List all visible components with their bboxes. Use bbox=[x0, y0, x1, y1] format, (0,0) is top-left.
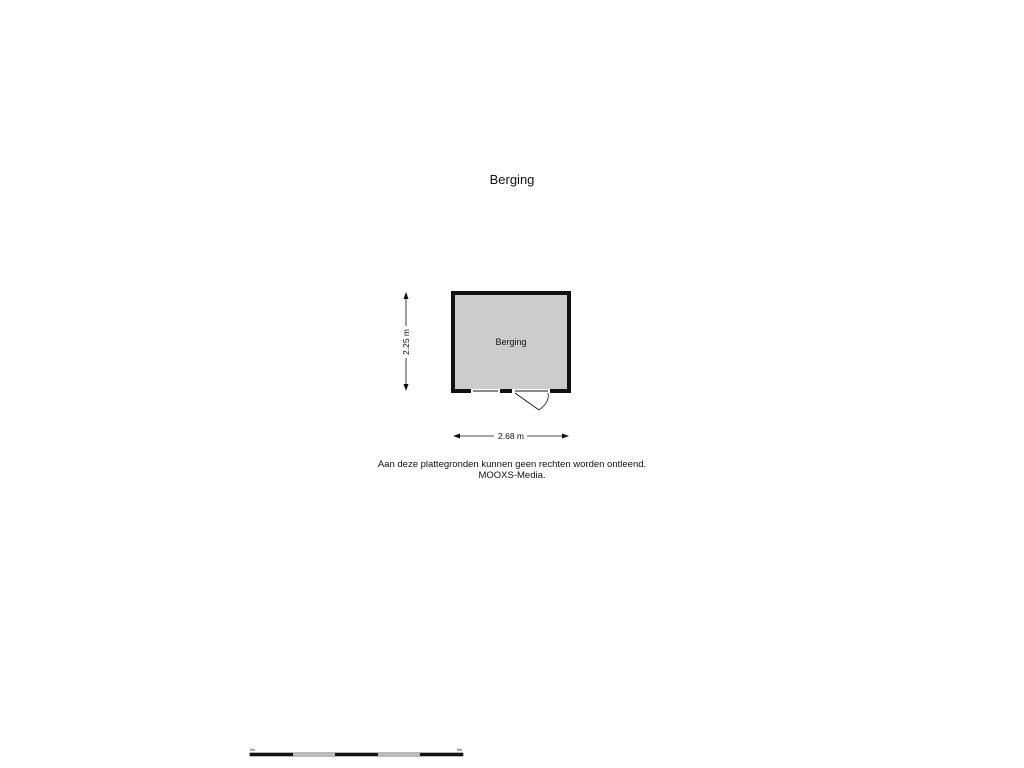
scale-bar-end-label: 5m bbox=[457, 748, 462, 752]
width-dimension-label: 2.68 m bbox=[498, 431, 524, 441]
door-leaf bbox=[515, 393, 539, 410]
arrow-up-icon bbox=[404, 292, 409, 299]
disclaimer-line-2: MOOXS-Media. bbox=[478, 470, 546, 481]
disclaimer bbox=[0, 459, 1024, 481]
arrow-left-icon bbox=[453, 434, 460, 439]
arrow-down-icon bbox=[404, 384, 409, 391]
window-pane bbox=[473, 390, 498, 392]
door-threshold bbox=[515, 390, 548, 392]
scale-bar bbox=[250, 753, 463, 756]
arrow-right-icon bbox=[562, 434, 569, 439]
scale-bar-start-label: 0m bbox=[250, 748, 255, 752]
height-dimension-label: 2.25 m bbox=[401, 329, 411, 355]
floor-title: Berging bbox=[489, 172, 535, 187]
room-berging bbox=[451, 291, 571, 410]
disclaimer-line-1: Aan deze plattegronden kunnen geen rechten worden ontleend. bbox=[377, 459, 647, 470]
room-label: Berging bbox=[495, 337, 527, 347]
door-swing-arc bbox=[539, 393, 548, 410]
